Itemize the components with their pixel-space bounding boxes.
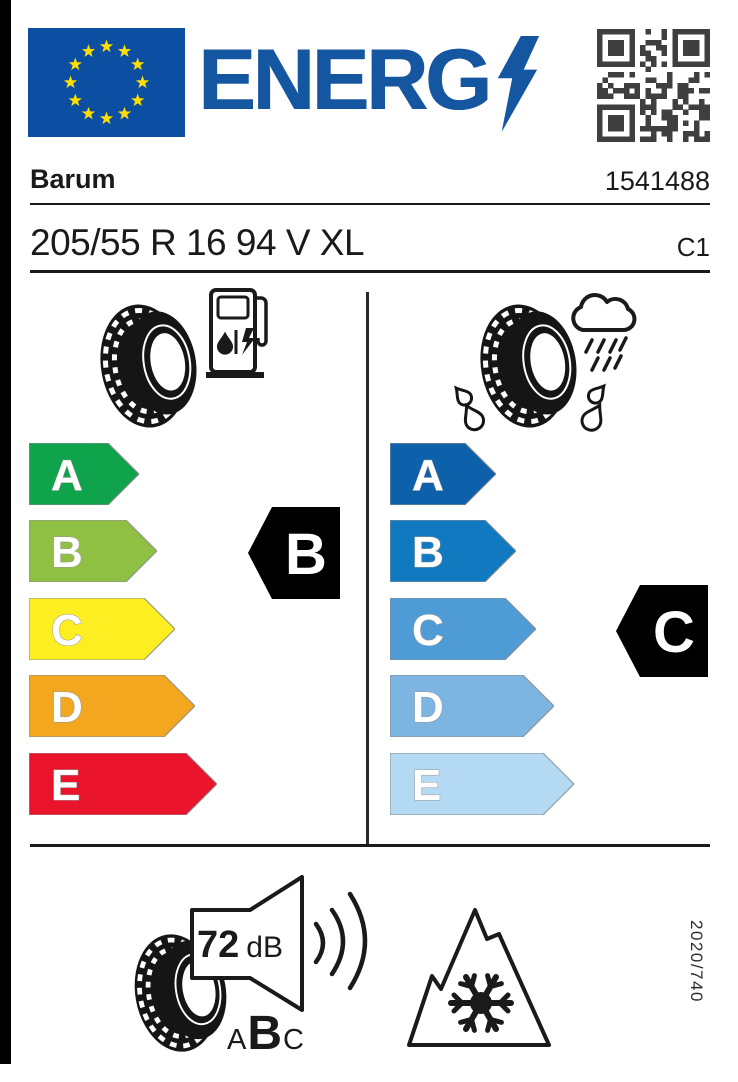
noise-level bbox=[197, 924, 283, 967]
wet-grade-e-arrow bbox=[390, 753, 574, 815]
article-number: 1541488 bbox=[604, 166, 710, 196]
svg-text:B: B bbox=[412, 528, 444, 577]
wet-grade-c-arrow bbox=[390, 598, 536, 660]
svg-text:A: A bbox=[412, 451, 444, 500]
svg-text:D: D bbox=[412, 683, 444, 732]
energy-logo-text: ENERG bbox=[198, 32, 489, 128]
wet-rating-arrow bbox=[616, 585, 708, 677]
noise-unit: dB bbox=[246, 931, 283, 964]
noise-class-c: C bbox=[283, 1024, 304, 1056]
noise-class-rating: B bbox=[247, 1007, 283, 1060]
noise-class-a: A bbox=[227, 1024, 247, 1056]
size-divider-line bbox=[30, 270, 710, 273]
wet-grade-b-arrow bbox=[390, 520, 516, 582]
snowflake-mountain-icon bbox=[405, 906, 553, 1051]
wet-grade-d-arrow bbox=[390, 675, 554, 737]
eu-flag-icon bbox=[28, 28, 185, 137]
tyre-size: 205/55 R 16 94 V XL bbox=[30, 222, 365, 263]
qr-code bbox=[597, 29, 710, 142]
fuel-pump-icon bbox=[205, 288, 271, 380]
fuel-grade-c-arrow bbox=[29, 598, 175, 660]
rain-lines bbox=[586, 338, 626, 370]
noise-section-divider-line bbox=[30, 844, 710, 847]
fuel-grade-d-arrow bbox=[29, 675, 195, 737]
fuel-grade-a-arrow bbox=[29, 443, 139, 505]
svg-text:B: B bbox=[51, 528, 83, 577]
svg-text:C: C bbox=[51, 606, 83, 655]
noise-class-letters bbox=[227, 1006, 304, 1061]
svg-text:A: A bbox=[51, 451, 83, 500]
sound-waves-icon bbox=[312, 884, 382, 999]
rain-cloud-icon bbox=[558, 284, 650, 396]
brand-name: Barum bbox=[30, 164, 116, 194]
tyre-icon bbox=[100, 300, 200, 430]
left-edge-bar bbox=[0, 0, 11, 1064]
header-divider-line bbox=[30, 203, 710, 205]
fuel-grade-e-arrow bbox=[29, 753, 217, 815]
svg-text:C: C bbox=[412, 606, 444, 655]
fuel-rating-arrow bbox=[248, 507, 340, 599]
noise-value: 72 bbox=[197, 924, 240, 966]
energy-bolt-icon bbox=[493, 36, 541, 132]
svg-text:C: C bbox=[653, 600, 695, 665]
tyre-class: C1 bbox=[676, 232, 710, 262]
column-divider-line bbox=[366, 292, 369, 844]
svg-text:B: B bbox=[285, 522, 327, 587]
energy-logo bbox=[198, 28, 541, 133]
svg-text:D: D bbox=[51, 683, 83, 732]
fuel-grade-b-arrow bbox=[29, 520, 157, 582]
svg-text:E: E bbox=[51, 761, 81, 810]
svg-text:E: E bbox=[412, 761, 442, 810]
regulation-number: 2020/740 bbox=[687, 920, 706, 1003]
wet-grade-a-arrow bbox=[390, 443, 496, 505]
